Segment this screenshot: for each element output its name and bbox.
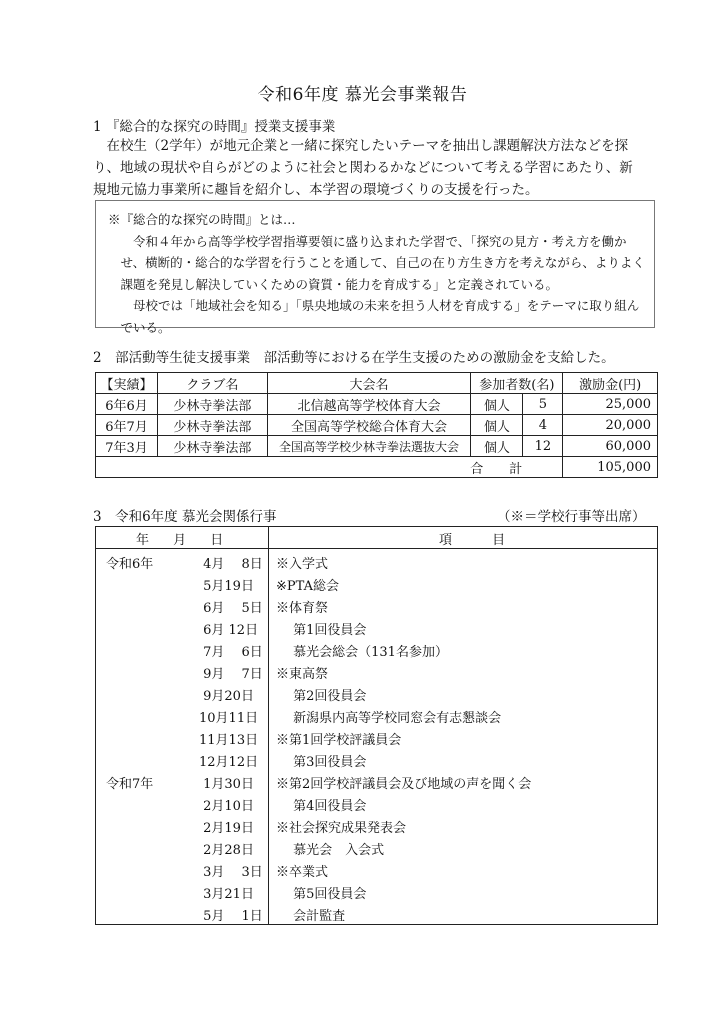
schedule-row <box>96 683 657 705</box>
definition-note-text <box>108 209 645 338</box>
table-row <box>96 394 658 415</box>
note-line: ※『総合的な探究の時間』とは… <box>108 212 296 227</box>
table-row <box>96 436 658 457</box>
schedule-era: 令和6年 <box>106 557 154 572</box>
cell-event: 全国高等学校少林寺拳法選抜大会 <box>267 436 471 457</box>
note-line: でいる。 <box>108 319 171 335</box>
schedule-row <box>96 749 657 771</box>
header-cell-event: 大会名 <box>267 373 471 394</box>
schedule-date: 3月21日 <box>199 887 254 902</box>
schedule-row <box>96 595 657 617</box>
note-line: 母校では「地域社会を知る」「県央地域の未来を担う人材を育成する」をテーマに取り組ん <box>108 298 640 313</box>
schedule-date: 5月 1日 <box>199 909 263 924</box>
cell-date: 6年6月 <box>96 394 158 415</box>
schedule-date: 4月 8日 <box>199 557 263 572</box>
cell-amount: 20,000 <box>563 415 658 436</box>
schedule-item: ※東高祭 <box>276 667 329 682</box>
schedule-item: 会計監査 <box>276 909 346 924</box>
cell-type: 個人 <box>471 436 523 457</box>
schedule-item: 新潟県内高等学校同窓会有志懇談会 <box>276 711 502 726</box>
section3-note: （※＝学校行事等出席） <box>497 509 646 525</box>
cell-type: 個人 <box>471 394 523 415</box>
section1-paragraph <box>93 135 665 201</box>
schedule-date: 6月 12日 <box>199 623 259 638</box>
schedule-row <box>96 837 657 859</box>
table-header-row <box>96 373 658 394</box>
schedule-date: 2月10日 <box>199 799 254 814</box>
definition-note-box <box>95 200 655 335</box>
schedule-item: ※社会探究成果発表会 <box>276 821 407 836</box>
total-label: 合 計 <box>96 457 563 478</box>
cell-club: 少林寺拳法部 <box>157 436 267 457</box>
schedule-item: ※入学式 <box>276 557 329 572</box>
schedule-header <box>96 527 657 549</box>
schedule-date: 5月19日 <box>199 579 254 594</box>
schedule-table <box>95 526 658 925</box>
schedule-row <box>96 551 657 573</box>
cell-count: 4 <box>523 415 563 436</box>
section1-line: 在校生（2学年）が地元企業と一緒に探究したいテーマを抽出し課題解決方法などを探 <box>93 138 629 154</box>
note-line: 課題を発見し解決していくための資質・能力を育成する」と定義されている。 <box>108 276 559 292</box>
schedule-date: 7月 6日 <box>199 645 263 660</box>
section3-heading: 3 令和6年度 慕光会関係行事 <box>93 509 277 525</box>
schedule-date: 10月11日 <box>199 711 259 726</box>
schedule-date: 2月28日 <box>199 843 254 858</box>
schedule-row <box>96 771 657 793</box>
section2-heading: 2 部活動等生徒支援事業 部活動等における在学生支援のための激励金を支給した。 <box>93 350 615 366</box>
section1-line: 規地元協力事業所に趣旨を紹介し、本学習の環境づくりの支援を行った。 <box>93 182 539 198</box>
table-row <box>96 415 658 436</box>
cell-event: 全国高等学校総合体育大会 <box>267 415 471 436</box>
schedule-date: 2月19日 <box>199 821 254 836</box>
cell-club: 少林寺拳法部 <box>157 394 267 415</box>
total-value: 105,000 <box>563 457 658 478</box>
cell-count: 12 <box>523 436 563 457</box>
schedule-item: 慕光会 入会式 <box>276 843 385 858</box>
schedule-item: ※PTA総会 <box>276 579 339 594</box>
schedule-row <box>96 705 657 727</box>
schedule-date: 3月 3日 <box>199 865 263 880</box>
schedule-date: 12月12日 <box>199 755 259 770</box>
cell-amount: 25,000 <box>563 394 658 415</box>
schedule-item: 第2回役員会 <box>276 689 367 704</box>
schedule-row <box>96 881 657 903</box>
schedule-row <box>96 639 657 661</box>
club-support-table <box>95 372 658 478</box>
schedule-row <box>96 573 657 595</box>
cell-amount: 60,000 <box>563 436 658 457</box>
header-cell-participants: 参加者数(名) <box>471 373 563 394</box>
note-line: せ、横断的・総合的な学習を行うことを通して、自己の在り方生き方を考えながら、よりよく <box>108 255 645 270</box>
schedule-item: 第5回役員会 <box>276 887 367 902</box>
schedule-row <box>96 793 657 815</box>
header-cell-results: 【実績】 <box>96 373 158 394</box>
header-date: 年 月 日 <box>136 533 234 548</box>
schedule-row <box>96 815 657 837</box>
schedule-date: 1月30日 <box>199 777 254 792</box>
schedule-item: 第4回役員会 <box>276 799 367 814</box>
cell-club: 少林寺拳法部 <box>157 415 267 436</box>
note-line: 令和４年から高等学校学習指導要領に盛り込まれた学習で、「探究の見方・考え方を働か <box>108 233 627 249</box>
cell-type: 個人 <box>471 415 523 436</box>
schedule-date: 9月 7日 <box>199 667 263 682</box>
cell-date: 6年7月 <box>96 415 158 436</box>
schedule-item: ※第2回学校評議員会及び地域の声を聞く会 <box>276 777 532 792</box>
page-title: 令和6年度 慕光会事業報告 <box>257 85 468 105</box>
cell-event: 北信越高等学校体育大会 <box>267 394 471 415</box>
schedule-item: ※卒業式 <box>276 865 329 880</box>
schedule-item: ※第1回学校評議員会 <box>276 733 402 748</box>
schedule-row <box>96 727 657 749</box>
schedule-row <box>96 903 657 925</box>
schedule-date: 9月20日 <box>199 689 254 704</box>
header-cell-club: クラブ名 <box>157 373 267 394</box>
header-item: 項 目 <box>439 533 524 548</box>
schedule-date: 11月13日 <box>199 733 259 748</box>
section1-line: り、地域の現状や自らがどのように社会と関わるかなどについて考える学習にあたり、新 <box>93 160 633 176</box>
cell-date: 7年3月 <box>96 436 158 457</box>
schedule-item: ※体育祭 <box>276 601 329 616</box>
header-cell-amount: 激励金(円) <box>563 373 658 394</box>
section1-heading: 1 『総合的な探究の時間』授業支援事業 <box>93 119 336 135</box>
schedule-row <box>96 617 657 639</box>
cell-count: 5 <box>523 394 563 415</box>
schedule-row <box>96 859 657 881</box>
table-total-row <box>96 457 658 478</box>
schedule-item: 慕光会総会（131名参加） <box>276 645 448 660</box>
schedule-item: 第1回役員会 <box>276 623 367 638</box>
schedule-era: 令和7年 <box>106 777 154 792</box>
schedule-row <box>96 661 657 683</box>
schedule-date: 6月 5日 <box>199 601 263 616</box>
schedule-item: 第3回役員会 <box>276 755 367 770</box>
